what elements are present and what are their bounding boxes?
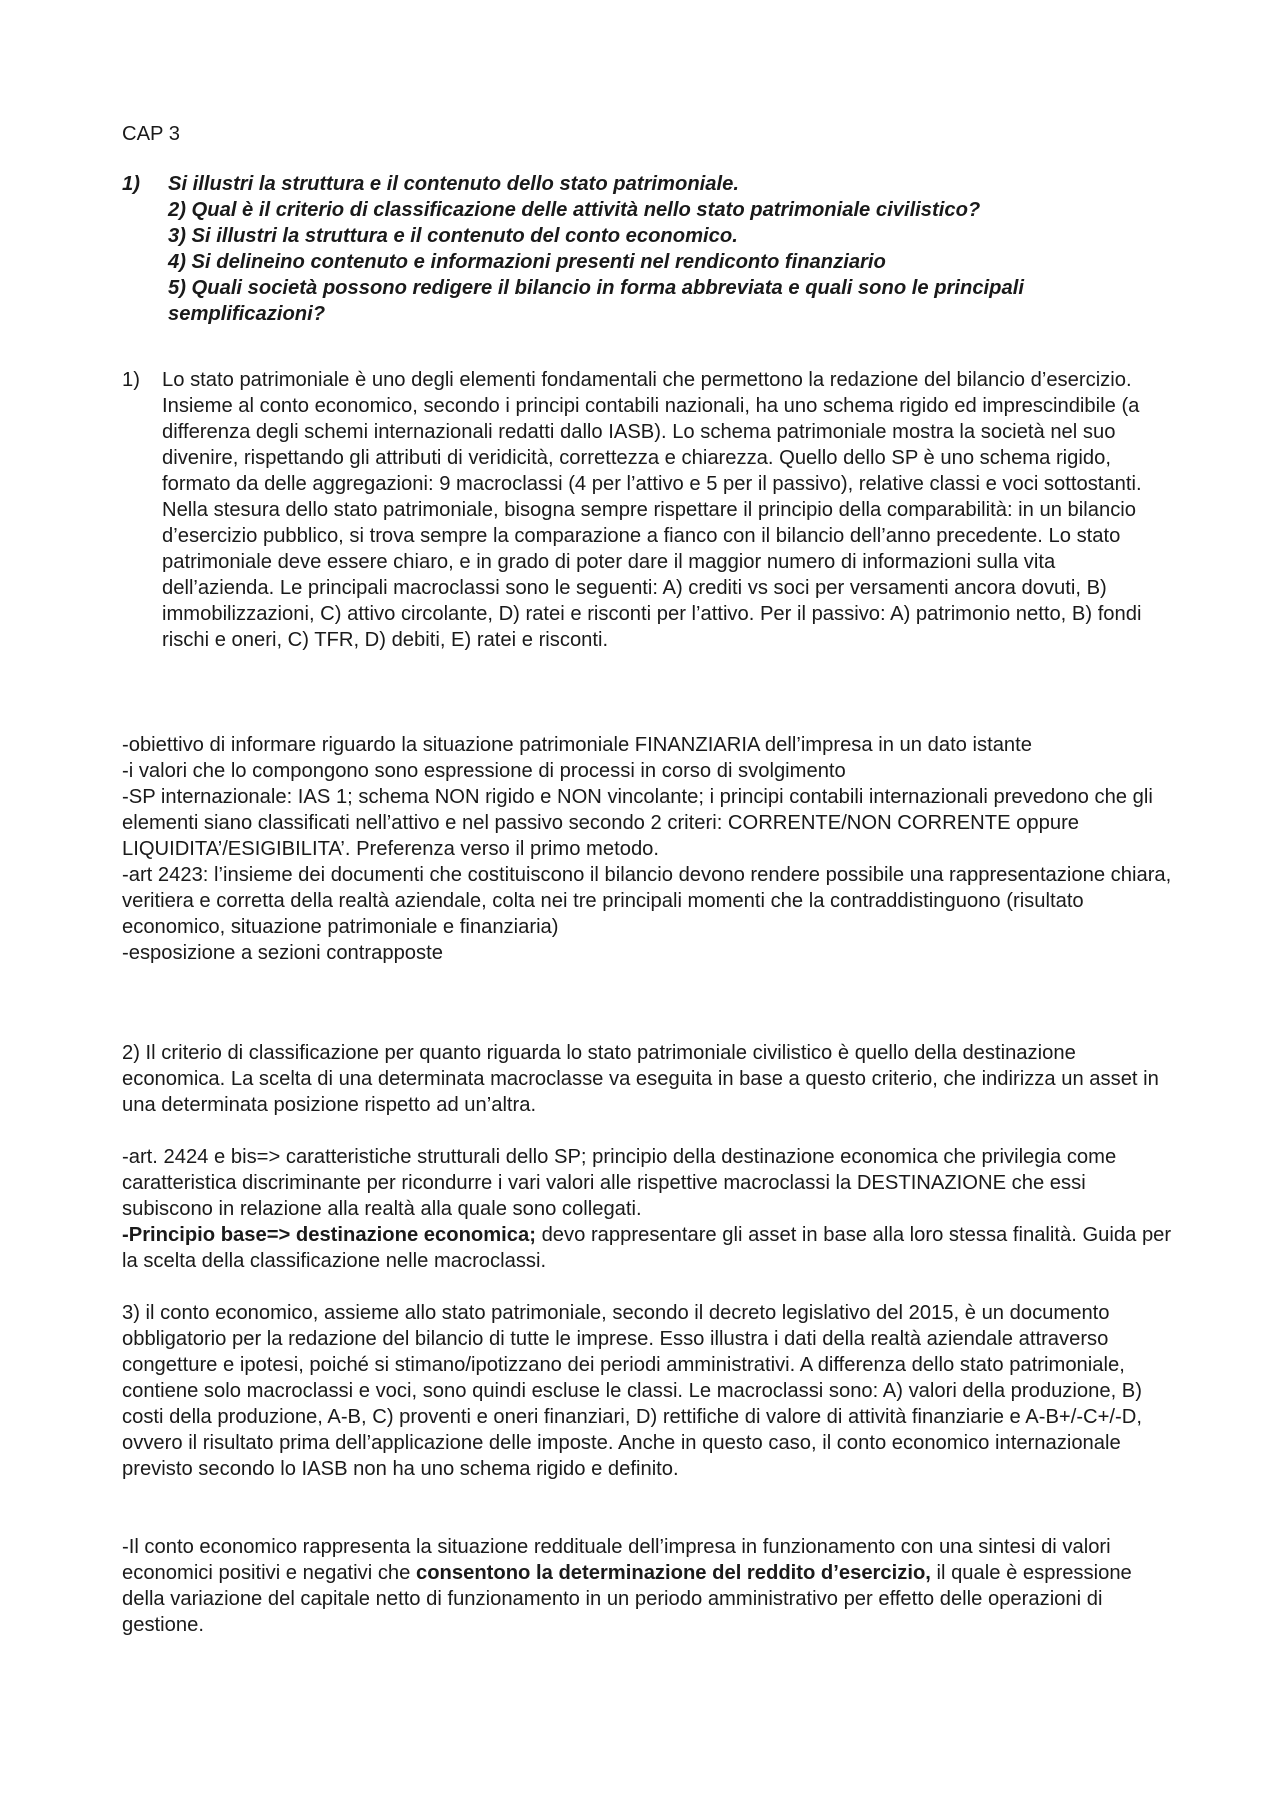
question-3	[122, 223, 1172, 249]
question-2	[122, 197, 1172, 223]
question-5-text: 5) Quali società possono redigere il bilancio in forma abbreviata e quali sono le principali semplificazioni?	[168, 277, 1024, 325]
note-line: -art 2423: l’insieme dei documenti che costituiscono il bilancio devono rendere possibile una rappresentazione chiara, veritiera e corretta della realtà aziendale, colta nei tre principali momenti che la contraddistinguono (risultato economico, situazione patrimoniale e finanziaria)	[122, 864, 1172, 938]
chapter-heading: CAP 3	[122, 123, 180, 145]
notes-2	[122, 1144, 1172, 1274]
answer-2	[122, 1040, 1172, 1118]
question-list	[122, 171, 1172, 327]
note-line: -SP internazionale: IAS 1; schema NON rigido e NON vincolante; i principi contabili internazionali prevedono che gli elementi siano classificati nell’attivo e nel passivo secondo 2 criteri: CORRENTE/NON CORRENTE oppure LIQUIDITA’/ESIGIBILITA’. Preferenza verso il primo metodo.	[122, 786, 1153, 860]
question-5	[122, 275, 1172, 327]
question-4-text: 4) Si delineino contenuto e informazioni presenti nel rendiconto finanziario	[168, 251, 886, 273]
note-bold: consentono la determinazione del reddito d’esercizio,	[416, 1562, 931, 1584]
answer-1-number: 1)	[122, 369, 140, 391]
question-1-text: Si illustri la struttura e il contenuto dello stato patrimoniale.	[168, 173, 739, 195]
question-1	[122, 171, 1172, 197]
note-part-1: -Il conto economico rappresenta la situazione reddituale dell’impresa in funzionamento con una sintesi di valori economici positivi e negativi che	[122, 1536, 1111, 1584]
note-line	[122, 1222, 1172, 1274]
question-2-text: 2) Qual è il criterio di classificazione delle attività nello stato patrimoniale civilistico?	[168, 199, 981, 221]
note-line: -art. 2424 e bis=> caratteristiche strutturali dello SP; principio della destinazione economica che privilegia come caratteristica discriminante per ricondurre i vari valori alle rispettive macroclassi la DESTINAZIONE che essi subiscono in relazione alla realtà alla quale sono collegati.	[122, 1146, 1117, 1220]
answer-3-text: 3) il conto economico, assieme allo stato patrimoniale, secondo il decreto legislativo del 2015, è un documento obbligatorio per la redazione del bilancio di tutte le imprese. Esso illustra i dati della realtà aziendale attraverso congetture e ipotesi, poiché si stimano/ipotizzano dei periodi amministrativi. A differenza dello stato patrimoniale, contiene solo macroclassi e voci, sono quindi escluse le classi. Le macroclassi sono: A) valori della produzione, B) costi della produzione, A-B, C) proventi e oneri finanziari, D) rettifiche di valore di attività finanziarie e A-B+/-C+/-D, ovvero il risultato prima dell’applicazione delle imposte. Anche in questo caso, il conto economico internazionale previsto secondo lo IASB non ha uno schema rigido e definito.	[122, 1302, 1142, 1480]
notes-3	[122, 1534, 1172, 1638]
bold-principle: -Principio base=> destinazione economica;	[122, 1224, 536, 1246]
note-line-rest: devo rappresentare gli asset in base alla loro stessa finalità. Guida per la scelta della classificazione nelle macroclassi.	[122, 1224, 1172, 1272]
note-line: -esposizione a sezioni contrapposte	[122, 942, 443, 964]
note-line	[122, 1534, 1172, 1638]
answer-3	[122, 1300, 1172, 1482]
question-4	[122, 249, 1172, 275]
note-line: -i valori che lo compongono sono espressione di processi in corso di svolgimento	[122, 760, 846, 782]
answer-1-text: Lo stato patrimoniale è uno degli elementi fondamentali che permettono la redazione del bilancio d’esercizio. Insieme al conto economico, secondo i principi contabili nazionali, ha uno schema rigido ed imprescindibile (a differenza degli schemi internazionali redatti dallo IASB). Lo schema patrimoniale mostra la società nel suo divenire, rispettando gli attributi di veridicità, correttezza e chiarezza. Quello dello SP è uno schema rigido, formato da delle aggregazioni: 9 macroclassi (4 per l’attivo e 5 per il passivo), relative classi e voci sottostanti. Nella stesura dello stato patrimoniale, bisogna sempre rispettare il principio della comparabilità: in un bilancio d’esercizio pubblico, si trova sempre la comparazione a fianco con il bilancio dell’anno precedente. Lo stato patrimoniale deve essere chiaro, e in grado di poter dare il maggior numero di informazioni sulla vita dell’azienda. Le principali macroclassi sono le seguenti: A) crediti vs soci per versamenti ancora dovuti, B) immobilizzazioni, C) attivo circolante, D) ratei e risconti per l’attivo. Per il passivo: A) patrimonio netto, B) fondi rischi e oneri, C) TFR, D) debiti, E) ratei e risconti.	[162, 369, 1142, 651]
note-part-2: il quale è espressione della variazione del capitale netto di funzionamento in un periodo amministrativo per effetto delle operazioni di gestione.	[122, 1562, 1132, 1636]
notes-1	[122, 732, 1172, 966]
answer-1	[122, 367, 1172, 653]
note-line: -obiettivo di informare riguardo la situazione patrimoniale FINANZIARIA dell’impresa in un dato istante	[122, 734, 1032, 756]
question-3-text: 3) Si illustri la struttura e il contenuto del conto economico.	[168, 225, 738, 247]
question-1-number: 1)	[122, 173, 140, 195]
answer-2-text: 2) Il criterio di classificazione per quanto riguarda lo stato patrimoniale civilistico è quello della destinazione economica. La scelta di una determinata macroclasse va eseguita in base a questo criterio, che indirizza un asset in una determinata posizione rispetto ad un’altra.	[122, 1042, 1159, 1116]
